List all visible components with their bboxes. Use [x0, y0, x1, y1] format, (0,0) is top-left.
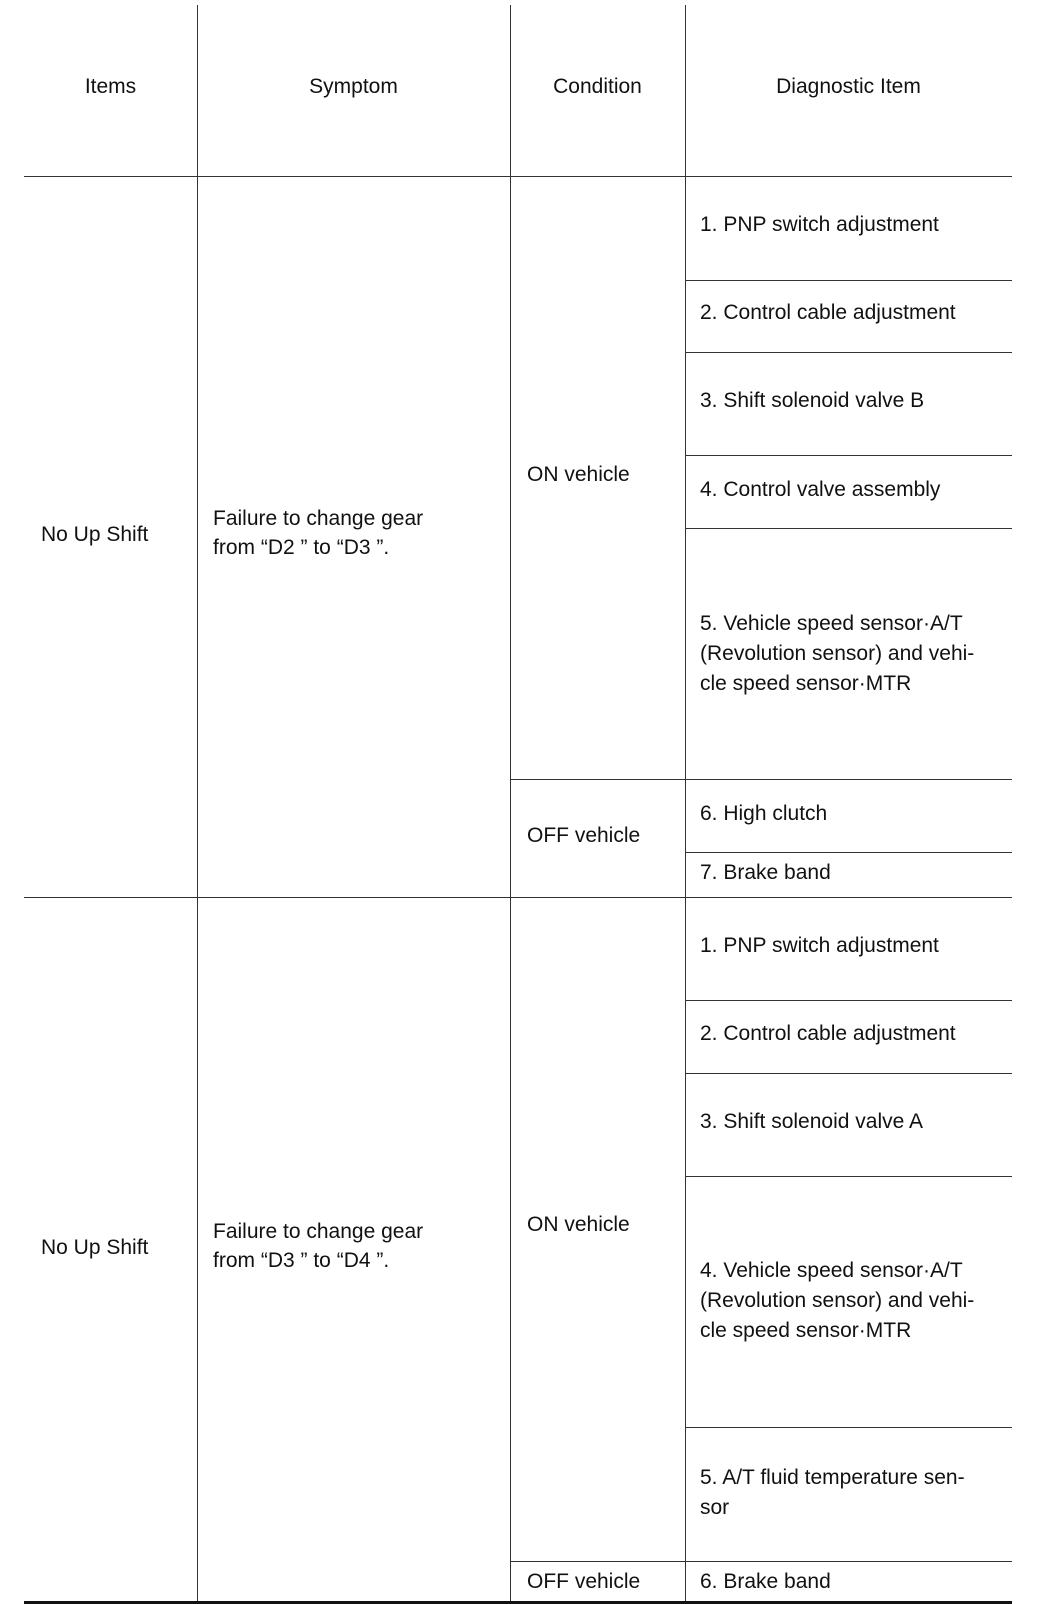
- symptom-cell-line1: Failure to change gear: [213, 1220, 424, 1243]
- condition-off-vehicle: OFF vehicle: [527, 1570, 641, 1593]
- header-rule: [24, 176, 1012, 177]
- diagnostic-item-line: (Revolution sensor) and vehi-: [700, 1289, 975, 1312]
- diagnostic-item: 6. High clutch: [700, 802, 828, 825]
- header-condition: Condition: [553, 75, 642, 98]
- diagnostic-item-line: cle speed sensor·MTR: [700, 1319, 912, 1342]
- diagnostic-item-line: (Revolution sensor) and vehi-: [700, 642, 975, 665]
- col-divider-symptom: [510, 5, 511, 1602]
- row-rule: [510, 1561, 1012, 1562]
- diagnostic-item: 1. PNP switch adjustment: [700, 934, 939, 957]
- diagnostic-item: 6. Brake band: [700, 1570, 831, 1593]
- row-rule: [685, 528, 1012, 529]
- header-diagnostic-item: Diagnostic Item: [776, 75, 921, 98]
- row-rule: [685, 455, 1012, 456]
- diagnostic-item: 2. Control cable adjustment: [700, 1022, 956, 1045]
- condition-on-vehicle: ON vehicle: [527, 1213, 630, 1236]
- row-rule: [685, 280, 1012, 281]
- row-rule: [685, 1073, 1012, 1074]
- condition-on-vehicle: ON vehicle: [527, 463, 630, 486]
- diagnostic-item-full: [700, 560, 736, 561]
- row-rule: [685, 1176, 1012, 1177]
- symptom-cell-line2: from “D2 ” to “D3 ”.: [213, 536, 390, 559]
- header-symptom: Symptom: [309, 75, 398, 98]
- diagnostic-item-line: cle speed sensor·MTR: [700, 672, 912, 695]
- diagnostic-item-line: 4. Vehicle speed sensor·A/T: [700, 1259, 963, 1282]
- diagnostic-item: 2. Control cable adjustment: [700, 301, 956, 324]
- diagnostic-item: 3. Shift solenoid valve A: [700, 1110, 923, 1133]
- condition-off-vehicle: OFF vehicle: [527, 824, 641, 847]
- symptom-cell-line1: Failure to change gear: [213, 507, 424, 530]
- diagnostic-item: 1. PNP switch adjustment: [700, 213, 939, 236]
- item-cell: No Up Shift: [41, 523, 149, 546]
- symptom-cell-line2: from “D3 ” to “D4 ”.: [213, 1249, 390, 1272]
- item-cell: No Up Shift: [41, 1236, 149, 1259]
- col-divider-condition: [685, 5, 686, 1602]
- diagnostic-item: 4. Control valve assembly: [700, 478, 941, 501]
- row-rule: [685, 352, 1012, 353]
- col-divider-items: [197, 5, 198, 1602]
- row-rule: [685, 852, 1012, 853]
- diagnostic-item-line: sor: [700, 1496, 730, 1519]
- section-rule: [24, 897, 1012, 898]
- diagnostic-item: 3. Shift solenoid valve B: [700, 389, 925, 412]
- diagnostic-item: 7. Brake band: [700, 861, 831, 884]
- row-rule: [685, 1000, 1012, 1001]
- diagnostic-item-line: 5. A/T fluid temperature sen-: [700, 1466, 965, 1489]
- row-rule: [510, 779, 1012, 780]
- diagnostic-item-line: 5. Vehicle speed sensor·A/T: [700, 612, 963, 635]
- header-items: Items: [84, 75, 137, 98]
- row-rule: [685, 1427, 1012, 1428]
